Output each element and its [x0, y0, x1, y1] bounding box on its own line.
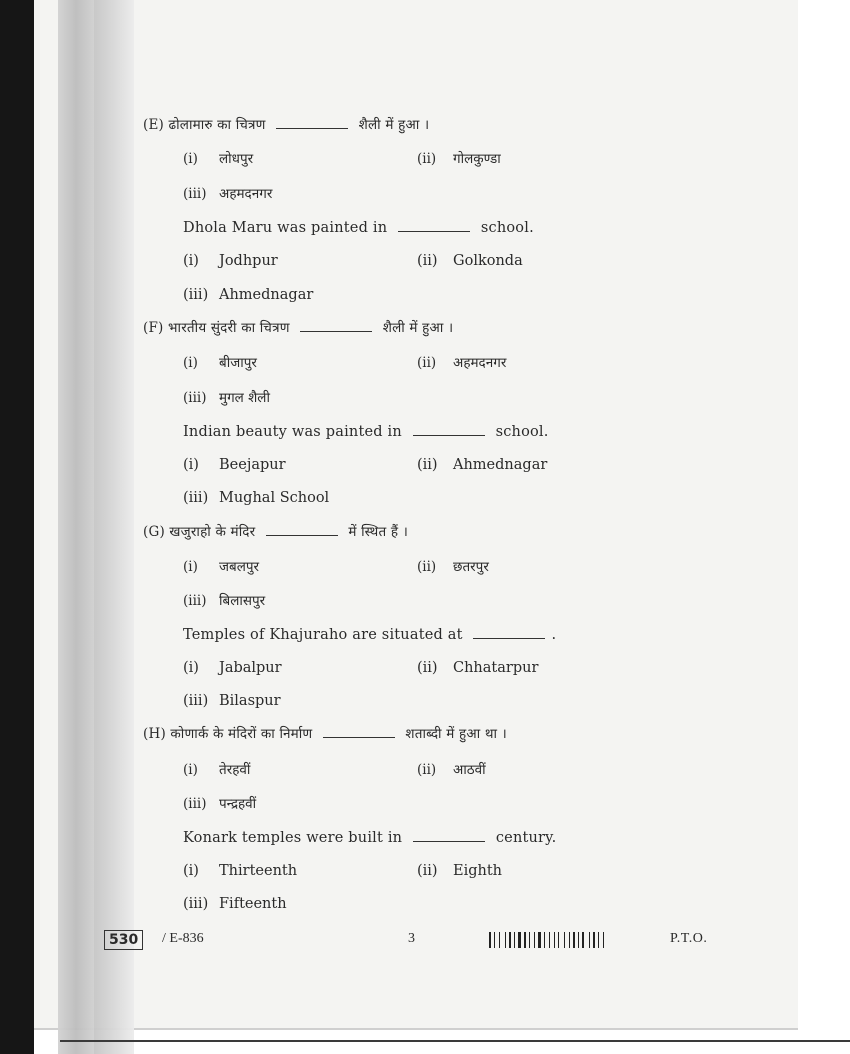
option-row [417, 150, 501, 168]
barcode-bar [566, 932, 568, 948]
question-e-hindi [143, 116, 429, 134]
question-label: (F) [143, 320, 164, 336]
option-number: (i) [183, 559, 198, 575]
option-text: Mughal School [219, 490, 330, 506]
question-text: . [551, 627, 557, 643]
option-number: (iii) [183, 693, 209, 709]
barcode-bar [556, 932, 557, 948]
option-text: Bilaspur [219, 693, 281, 709]
option-row [183, 558, 259, 576]
option-text: अहमदनगर [219, 186, 273, 202]
barcode-bar [554, 932, 555, 948]
question-e-english [183, 219, 534, 237]
option-number: (i) [183, 660, 199, 676]
barcode-bar [600, 932, 602, 948]
option-number: (iii) [183, 390, 207, 406]
option-row [417, 252, 523, 270]
option-number: (iii) [183, 287, 209, 303]
option-row [417, 456, 547, 474]
option-text: Ahmednagar [453, 457, 548, 473]
question-text: कोणार्क के मंदिरों का निर्माण [170, 726, 313, 742]
paper-code-box: 530 [104, 930, 143, 950]
barcode-bar [591, 932, 592, 948]
barcode-bar [576, 932, 577, 948]
option-row [183, 592, 265, 610]
option-row [183, 862, 297, 880]
option-number: (ii) [417, 660, 438, 676]
option-number: (i) [183, 355, 198, 371]
option-row [183, 354, 257, 372]
question-h-english [183, 829, 556, 847]
barcode-bar [529, 932, 530, 948]
barcode-bar [518, 932, 521, 948]
option-row [417, 558, 489, 576]
option-text: जबलपुर [219, 559, 260, 575]
answer-blank [413, 425, 485, 436]
answer-blank [276, 118, 348, 129]
paper-code: / E-836 [162, 931, 204, 946]
option-text: मुगल शैली [219, 390, 270, 406]
page-bottom-rule [60, 1040, 850, 1042]
barcode [489, 932, 649, 948]
barcode-bar [560, 932, 563, 948]
barcode-bar [551, 932, 553, 948]
option-row [183, 389, 270, 407]
option-row [417, 354, 506, 372]
option-text: बीजापुर [219, 355, 257, 371]
question-text: Konark temples were built in [183, 830, 403, 846]
pto-label: P.T.O. [670, 931, 708, 946]
option-number: (i) [183, 863, 199, 879]
option-text: Jodhpur [219, 253, 278, 269]
option-number: (ii) [417, 355, 437, 371]
option-text: अहमदनगर [453, 355, 507, 371]
barcode-bar [514, 932, 515, 948]
question-text: में स्थित हैं । [348, 524, 409, 540]
option-text: Fifteenth [219, 896, 287, 912]
option-number: (iii) [183, 490, 209, 506]
barcode-bar [494, 932, 495, 948]
option-row [183, 456, 286, 474]
barcode-bar [544, 932, 545, 948]
barcode-bar [527, 932, 528, 948]
option-text: छतरपुर [453, 559, 489, 575]
barcode-bar [593, 932, 595, 948]
option-number: (i) [183, 253, 199, 269]
option-number: (ii) [417, 253, 438, 269]
question-text: Indian beauty was painted in [183, 424, 402, 440]
question-g-english [183, 626, 556, 644]
option-row [417, 761, 486, 779]
question-text: Temples of Khajuraho are situated at [183, 627, 463, 643]
option-row [183, 659, 282, 677]
barcode-bar [501, 932, 504, 948]
barcode-bar [546, 932, 548, 948]
option-row [417, 862, 502, 880]
barcode-bar [489, 932, 491, 948]
barcode-bar [507, 932, 508, 948]
barcode-bar [492, 932, 493, 948]
option-text: Beejapur [219, 457, 286, 473]
question-text: शैली में हुआ । [358, 117, 430, 133]
option-number: (ii) [417, 863, 438, 879]
option-number: (iii) [183, 593, 207, 609]
question-text: school. [495, 424, 549, 440]
barcode-bar [598, 932, 599, 948]
barcode-bar [603, 932, 604, 948]
barcode-bar [496, 932, 498, 948]
scan-gutter-highlight [94, 0, 134, 1054]
option-text: तेरहवीं [219, 762, 251, 778]
question-text: century. [495, 830, 557, 846]
option-text: Chhatarpur [453, 660, 539, 676]
answer-blank [323, 727, 395, 738]
barcode-bar [499, 932, 500, 948]
page-number: 3 [408, 931, 415, 946]
option-row [183, 150, 253, 168]
barcode-bar [509, 932, 511, 948]
question-f-hindi [143, 319, 453, 337]
scan-gutter-shadow [58, 0, 94, 1054]
option-number: (iii) [183, 186, 207, 202]
question-label: (H) [143, 726, 166, 742]
option-text: बिलासपुर [219, 593, 266, 609]
option-number: (ii) [417, 559, 437, 575]
barcode-bar [564, 932, 565, 948]
option-row [183, 185, 272, 203]
question-text: शताब्दी में हुआ था । [405, 726, 507, 742]
option-text: Thirteenth [219, 863, 298, 879]
barcode-bar [596, 932, 597, 948]
option-number: (i) [183, 762, 198, 778]
question-text: Dhola Maru was painted in [183, 220, 388, 236]
barcode-bar [512, 932, 513, 948]
question-text: भारतीय सुंदरी का चित्रण [168, 320, 290, 336]
option-text: गोलकुण्डा [453, 151, 501, 167]
question-label: (E) [143, 117, 164, 133]
question-label: (G) [143, 524, 165, 540]
question-text: खजुराहो के मंदिर [169, 524, 256, 540]
option-row [183, 761, 250, 779]
barcode-bar [534, 932, 535, 948]
option-number: (iii) [183, 896, 209, 912]
question-text: शैली में हुआ । [382, 320, 454, 336]
barcode-bar [558, 932, 559, 948]
barcode-bar [582, 932, 584, 948]
barcode-bar [571, 932, 572, 948]
barcode-bar [569, 932, 570, 948]
option-row [183, 795, 256, 813]
barcode-bar [538, 932, 541, 948]
option-row [183, 252, 278, 270]
option-text: आठवीं [453, 762, 486, 778]
option-row [183, 286, 313, 304]
barcode-bar [580, 932, 581, 948]
barcode-bar [536, 932, 537, 948]
option-text: Jabalpur [219, 660, 282, 676]
barcode-bar [589, 932, 590, 948]
barcode-bar [531, 932, 533, 948]
answer-blank [413, 831, 485, 842]
barcode-bar [549, 932, 550, 948]
question-text: school. [480, 220, 534, 236]
option-row [183, 895, 287, 913]
option-number: (ii) [417, 457, 438, 473]
option-number: (ii) [417, 762, 437, 778]
barcode-bar [505, 932, 506, 948]
barcode-bar [585, 932, 588, 948]
barcode-bar [573, 932, 575, 948]
option-text: लोधपुर [219, 151, 254, 167]
barcode-bar [542, 932, 543, 948]
exam-page [34, 0, 798, 1030]
option-text: Golkonda [453, 253, 523, 269]
barcode-bar [578, 932, 579, 948]
option-text: पन्द्रहवीं [219, 796, 257, 812]
option-row [183, 692, 281, 710]
barcode-bar [605, 932, 606, 948]
question-text: ढोलामारु का चित्रण [168, 117, 266, 133]
option-number: (i) [183, 151, 198, 167]
option-number: (ii) [417, 151, 437, 167]
question-h-hindi [143, 725, 507, 743]
barcode-bar [524, 932, 526, 948]
scan-left-edge [0, 0, 34, 1054]
option-number: (i) [183, 457, 199, 473]
answer-blank [398, 221, 470, 232]
option-row [417, 659, 538, 677]
page-footer [104, 928, 744, 954]
option-text: Ahmednagar [219, 287, 314, 303]
answer-blank [300, 321, 372, 332]
option-row [183, 489, 329, 507]
answer-blank [473, 628, 545, 639]
question-g-hindi [143, 523, 408, 541]
barcode-bar [516, 932, 517, 948]
answer-blank [266, 525, 338, 536]
question-f-english [183, 423, 549, 441]
barcode-bar [522, 932, 523, 948]
option-text: Eighth [453, 863, 503, 879]
option-number: (iii) [183, 796, 207, 812]
